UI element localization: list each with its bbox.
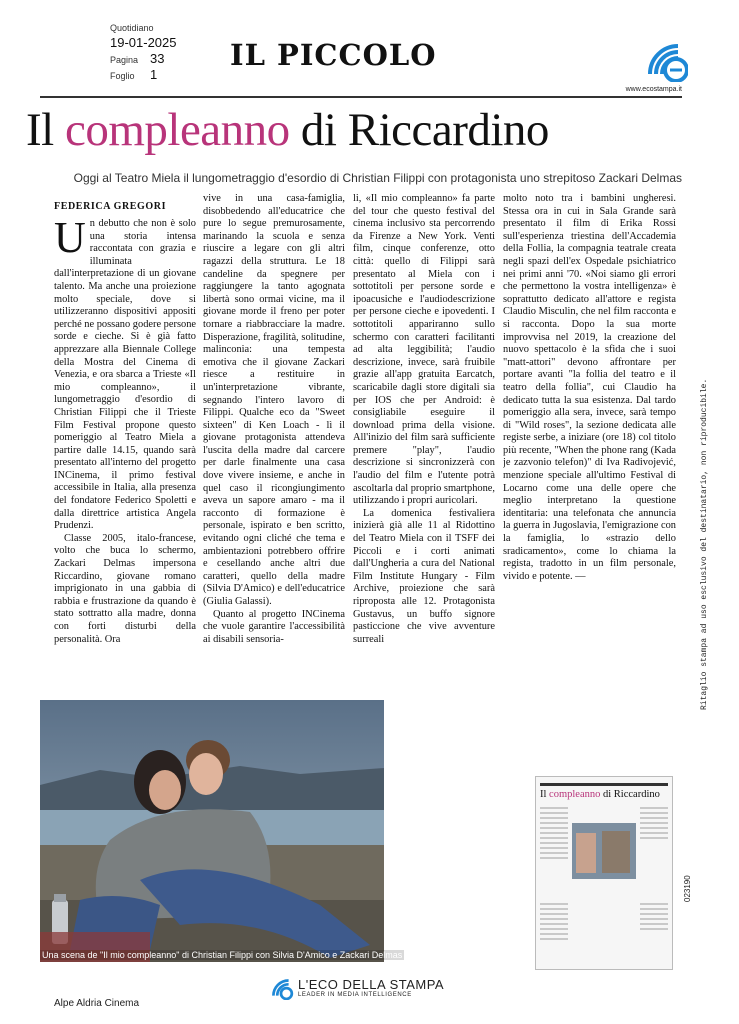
footer-brand-tagline: LEADER IN MEDIA INTELLIGENCE xyxy=(298,991,412,998)
page-label: Pagina xyxy=(110,55,139,65)
footer-brand xyxy=(268,974,444,1000)
article-headline xyxy=(26,103,549,157)
website-url[interactable]: www.ecostampa.it xyxy=(625,86,682,93)
thumbnail-title-part-1: Il xyxy=(540,789,550,800)
thumbnail-title-part-2: compleanno xyxy=(549,789,601,800)
headline-part-3: di Riccardino xyxy=(289,104,549,156)
footer-section-name: Alpe Aldria Cinema xyxy=(54,998,140,1009)
issue-date: 19-01-2025 xyxy=(110,35,177,50)
byline: FEDERICA GREGORI xyxy=(54,201,167,212)
drop-cap: U xyxy=(54,218,86,262)
thumbnail-header-rule xyxy=(540,783,668,786)
sheet-label: Foglio xyxy=(110,71,135,81)
thumbnail-title-part-3: di Riccardino xyxy=(600,789,660,800)
headline-part-1: Il xyxy=(26,104,65,156)
ecostampa-logo-icon xyxy=(640,34,688,82)
article-column-4 xyxy=(503,193,676,753)
copyright-side-note xyxy=(700,290,720,710)
article-column-2 xyxy=(203,193,345,691)
col2-paragraph-1: vive in una casa-famiglia, disobbedendo all'educatrice che pure lo segue premurosamente, marinando la scuola e senza riuscire a legare con gli altri ragazzi della struttura. Le 18 candeline da spegnere per raggiungere la tanto agognata libertà sono ormai vicine, ma il giovane morde il freno per poter tornare a riabbracciare la madre. Disperazione, fragilità, solitudine, malinconia: una tempesta emotiva che il giovane Zackari riesce a restituire in un'interpretazione vibrante, segnando l'intero lavoro di Filippi. Qualche eco da "Sweet sixteen" di Ken Loach - lì il giovane protagonista attendeva l'uscita della madre dal carcere per darle finalmente una casa dove vivere insieme, e anche in quel caso il ricongiungimento aveva un sapore amaro - ma il racconto di formazione è personale, ispirato e ben scritto, evitando ogni cliché che tema e ambientazioni potrebbero offrire e cesellando anche altri due caratteri, quello della madre (Silvia D'Amico) e dell'educatrice (Giulia Galassi). xyxy=(203,193,345,607)
clipping-code-text: 023190 xyxy=(683,875,692,902)
source-label: Quotidiano xyxy=(110,23,154,33)
page-thumbnail xyxy=(535,776,673,970)
article-photo xyxy=(40,700,384,962)
col2-paragraph-2: Quanto al progetto INCinema che vuole garantire l'accessibilità ai disabili sensoria- xyxy=(203,608,345,645)
article-subheadline: Oggi al Teatro Miela il lungometraggio d'esordio di Christian Filippi con protagonista uno strepitoso Zackari Delmas xyxy=(73,171,682,185)
col1-paragraph-2: Classe 2005, italo-francese, volto che buca lo schermo, Zackari Delmas impersona Riccardino, giovane romano imprigionato in una gabbia di rabbia e frustrazione da quando è stato sottratto alla madre, donna con forti disturbi della personalità. Ora xyxy=(54,532,196,645)
clipping-code xyxy=(683,862,697,902)
col3-paragraph-2: La domenica festivaliera inizierà già alle 11 al Ridottino del Teatro Miela con il TSFF dei Piccoli e i corti animati dall'Ungheria a cura del National Film Institute Hungary - Film Archive, proiezione che sarà riproposta alle 12. Protagonista Gustavus, un buffo signore pasticcione che vive avventure surreali xyxy=(353,507,495,645)
eco-della-stampa-logo-icon xyxy=(268,974,294,1000)
headline-part-2: compleanno xyxy=(64,104,290,156)
col3-paragraph-1: li, «Il mio compleanno» fa parte del tour che questo festival del cinema inclusivo sta percorrendo da Firenze a New York. Venti film, cinque conferenze, otto città: quello di Filippi sarà presentato al Miela con i sottotitoli per persone sorde e ipoacusiche e l'audiodescrizione per persone cieche e ipovedenti. I sottotitoli appariranno sullo schermo con caratteri facilitanti ad alta leggibilità; l'audio descrizione, invece, sarà fruibile grazie all'app gratuita Earcatch, scaricabile dagli store digitali sia per IOS che per Android: è consigliabile eseguire il download prima della visione. All'inizio del film sarà sufficiente premere "play", l'audio descrizione si sincronizzerà con l'audio del film e l'utente potrà ascoltarla dal proprio smartphone, utilizzando i propri auricolari. xyxy=(353,193,495,507)
col4-paragraph-1: molto noto tra i bambini ungheresi. Stessa ora in cui in Sala Grande sarà presentato il film di Erika Rossi sull'esperienza triestina dell'Accademia della Follia, la compagnia teatrale creata negli spazi dell'ex Ospedale psichiatrico nei primi anni '70. «Noi siamo gli errori che permettono la vostra intelligenza» è soprattutto dedicato all'attore e regista Claudio Misculin, che nel film racconta e si racconta. Dopo la sua morte improvvisa nel 2019, la creazione del nuovo spettacolo è la sfida che i suoi "matt-attori" devono affrontare per portare avanti "la follia del teatro e il teatro della follia", cui Claudio ha dedicato tutta la sua esistenza. Dal tardo pomeriggio alla sera, invece, sarà tempo di "Wild roses", la sezione dedicata alle registe serbe, a iniziare (ore 18) col titolo più recente, "When the phone rang (Kada je zazvonio telefon)" di Iva Radivojević, menzione speciale all'ultimo Festival di Locarno come una delle opere che meglio interpretano la questione identitaria: una telefonata che annuncia la guerra in Jugoslavia, l'emigrazione con la famiglia, lo «strazio dello sradicamento», come lo chiama la regista, tradotto in un film personale, vivido e potente. — xyxy=(503,193,676,582)
page-value: 33 xyxy=(150,51,165,66)
thumbnail-body xyxy=(536,803,672,963)
footer-brand-name: L'ECO DELLA STAMPA xyxy=(298,976,445,992)
header-divider xyxy=(40,96,682,98)
newspaper-masthead: IL PICCOLO xyxy=(230,38,437,72)
col1-paragraph-1: n debutto che non è solo una storia intensa raccontata con grazia e illuminata dall'interpretazione di un giovane talento. Ma anche una proiezione molto speciale, dove si utilizzeranno dispositivi appositi perché ne possano godere persone sorde e cieche. Si è già fatto apprezzare alla Biennale College della Mostra del Cinema di Venezia, e ora sbarca a Trieste «Il mio compleanno», il lungometraggio d'esordio di Christian Filippi che il Trieste Film Festival propone questo pomeriggio al Teatro Miela a partire dalle 14.15, quando sarà presentato all'interno del progetto INCinema, il primo festival accessibile in Italia, alla presenza del fondatore Federico Spoletti e dalla direttrice artistica Angela Prudenzi. xyxy=(54,218,196,532)
side-note-text: Ritaglio stampa ad uso esclusivo del destinatario, non riproducibile. xyxy=(700,378,709,710)
article-column-3 xyxy=(353,193,495,778)
photo-caption: Una scena de "Il mio compleanno" di Christian Filippi con Silvia D'Amico e Zackari Delmas xyxy=(42,950,403,960)
sheet-value: 1 xyxy=(150,67,158,82)
article-column-1 xyxy=(54,218,196,688)
thumbnail-title xyxy=(540,789,668,800)
